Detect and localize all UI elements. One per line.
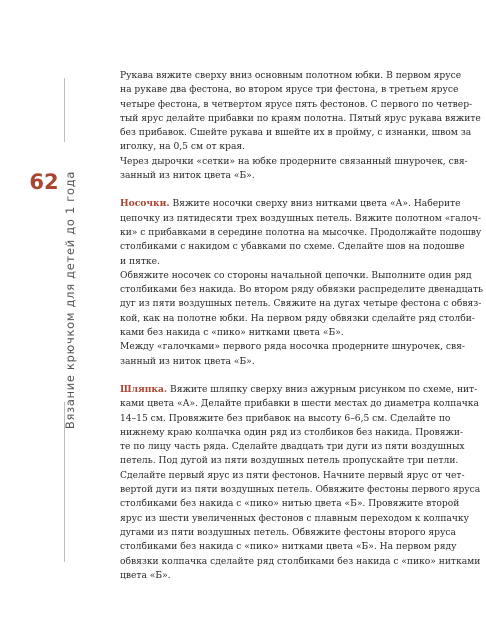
text-line: Через дырочки «сетки» на юбке продерните связанный шнурочек, свя-	[120, 156, 468, 167]
text-line: Между «галочками» первого ряда носочка продерните шнурочек, свя-	[120, 342, 465, 353]
text-line: 14–15 см. Провяжите без прибавок на высоту 6–6,5 см. Сделайте по	[120, 413, 451, 424]
text-line: те по лицу часть ряда. Сделайте двадцать три дуги из пяти воздушных	[120, 442, 465, 453]
text-line: занный из ниток цвета «Б».	[120, 356, 255, 367]
socks-section	[120, 197, 483, 369]
text-line: нижнему краю колпачка один ряд из столбиков без накида. Провяжи-	[120, 427, 464, 438]
text-line: иголку, на 0,5 см от края.	[120, 142, 246, 153]
text-line: ки» с прибавками в середине полотна на мысочке. Продолжайте подошву	[120, 227, 482, 238]
hat-section	[120, 383, 481, 583]
text-line: столбиками без накида с «пико» нитками цвета «Б». На первом ряду	[120, 542, 457, 553]
text-line	[120, 383, 478, 397]
section-heading: Носочки.	[120, 198, 170, 210]
section-heading: Шляпка.	[120, 383, 168, 395]
body-text	[120, 69, 483, 583]
sleeves-section	[120, 69, 481, 183]
page-number: 62	[29, 170, 59, 194]
text-line: без прибавок. Сшейте рукава и вшейте их в пройму, с изнанки, швом за	[120, 128, 472, 139]
text-line: Рукава вяжите сверху вниз основным полотном юбки. В первом ярусе	[120, 71, 462, 81]
text-line: столбиками с накидом с убавками по схеме. Сделайте шов на подошве	[120, 242, 465, 253]
text-line: обвязки колпачка сделайте ряд столбиками без накида с «пико» нитками	[120, 556, 481, 567]
text-line: цвета «Б».	[120, 570, 171, 581]
text-line: столбиками без накида с «пико» нитью цвета «Б». Провяжите второй	[120, 499, 460, 510]
text-fragment: Вяжите носочки сверху вниз нитками цвета «А». Наберите	[169, 199, 461, 210]
margin-rule-top	[64, 78, 65, 142]
text-line: петель. Под дугой из пяти воздушных петель пропускайте три петли.	[120, 456, 459, 467]
text-line: кой, как на полотне юбки. На первом ряду обвязки сделайте ряд столби-	[120, 313, 475, 324]
text-line: на рукаве два фестона, во втором ярусе три фестона, в третьем ярусе	[120, 85, 459, 96]
text-line: четыре фестона, в четвертом ярусе пять фестонов. С первого по четвер-	[120, 99, 473, 110]
text-line: Сделайте первый ярус из пяти фестонов. Начните первый ярус от чет-	[120, 470, 465, 481]
running-title: Вязание крючком для детей до 1 года	[63, 170, 77, 430]
text-line: дуг из пяти воздушных петель. Свяжите на дугах четыре фестона с обвяз-	[120, 299, 482, 310]
text-line: дугами из пяти воздушных петель. Обвяжите фестоны второго яруса	[120, 527, 456, 538]
text-line	[120, 197, 461, 211]
text-line: тый ярус делайте прибавки по краям полотна. Пятый ярус рукава вяжите	[120, 113, 481, 124]
text-line: занный из ниток цвета «Б».	[120, 171, 255, 182]
text-line: ками цвета «А». Делайте прибавки в шести местах до диаметра колпачка	[120, 399, 479, 410]
text-line: ярус из шести увеличенных фестонов с плавным переходом к колпачку	[120, 513, 469, 524]
text-line: Обвяжите носочек со стороны начальной цепочки. Выполните один ряд	[120, 270, 472, 281]
text-line: и пятке.	[120, 256, 160, 267]
text-line: вертой дуги из пяти воздушных петель. Обвяжите фестоны первого яруса	[120, 485, 481, 496]
text-line: цепочку из пятидесяти трех воздушных петель. Вяжите полотном «галоч-	[120, 213, 481, 224]
text-line: ками без накида с «пико» нитками цвета «Б».	[120, 328, 344, 339]
text-line: столбиками без накида. Во втором ряду обвязки распределите двенадцать	[120, 285, 483, 296]
running-title-anchor	[63, 170, 90, 430]
text-fragment: Вяжите шляпку сверху вниз ажурным рисунком по схеме, нит-	[167, 384, 478, 395]
